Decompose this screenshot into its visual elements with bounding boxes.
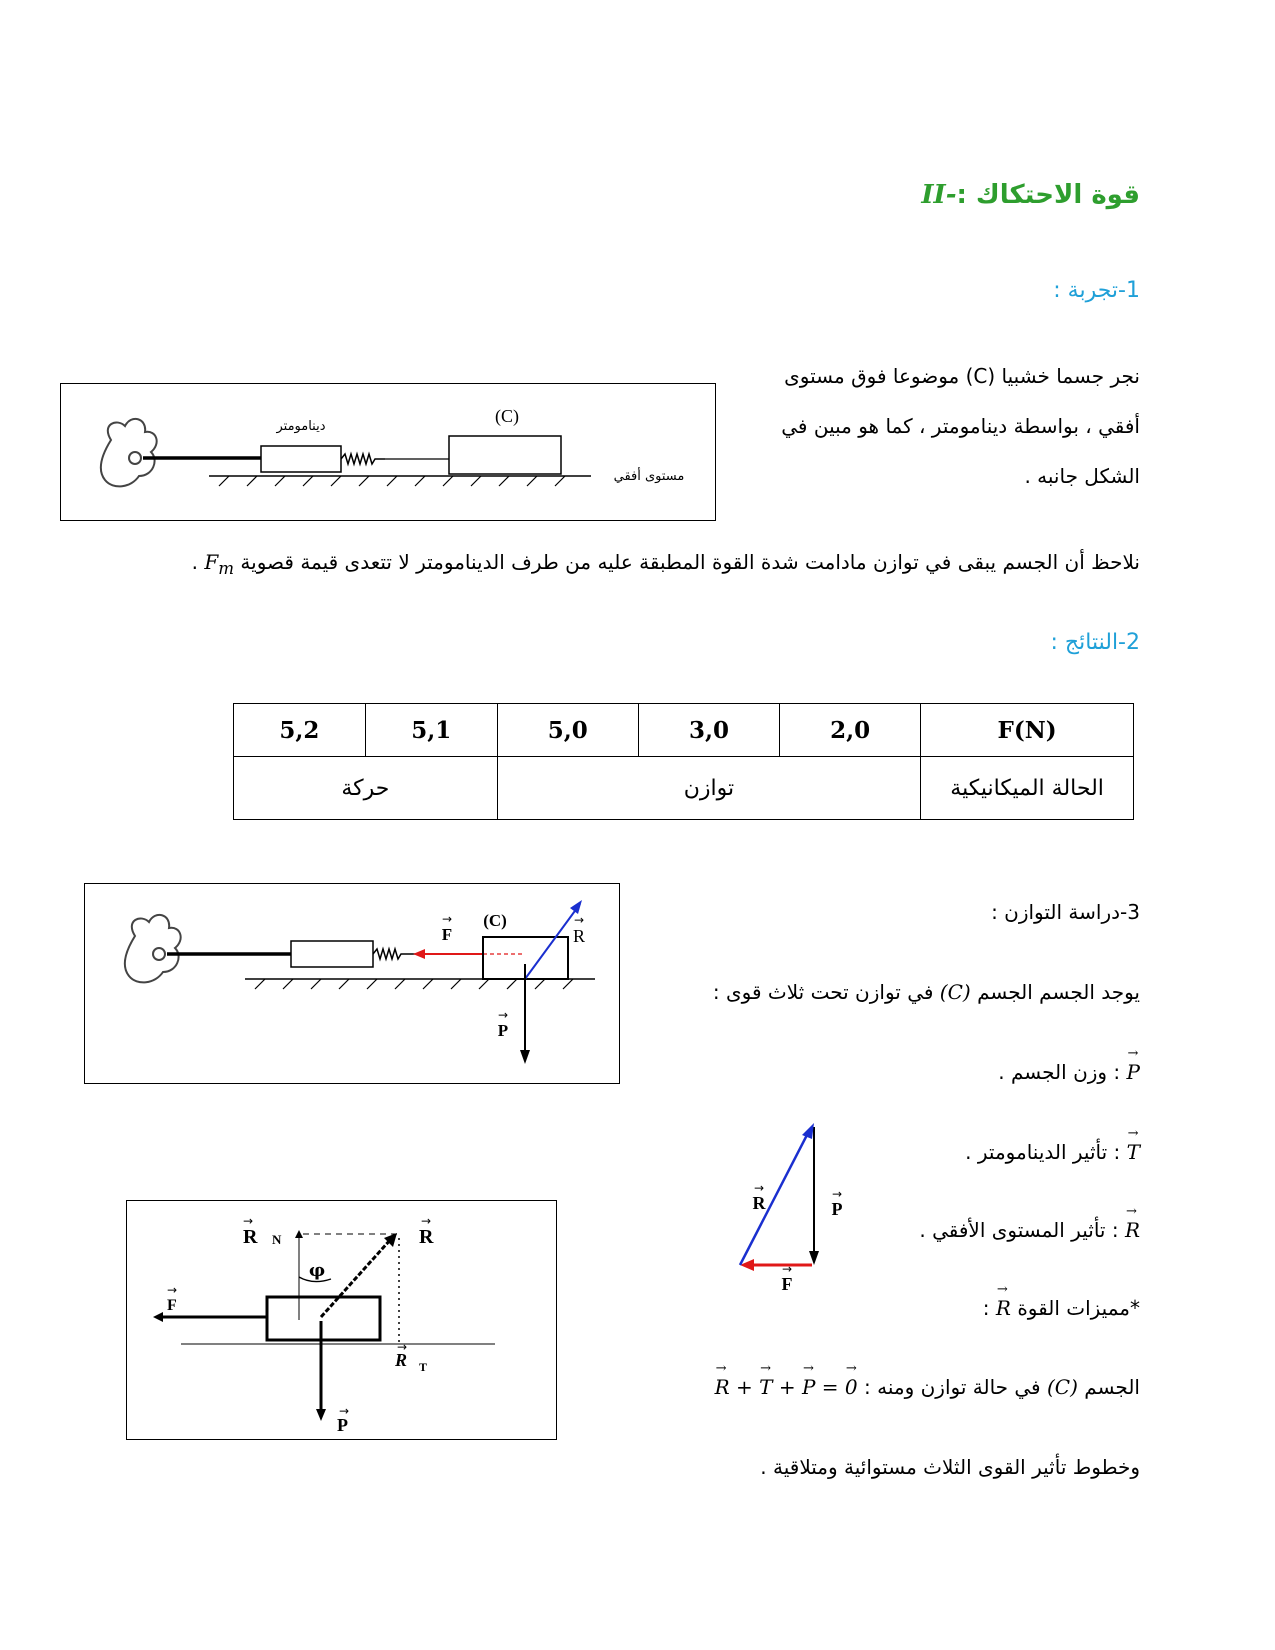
r-label-arrow: → (573, 913, 585, 927)
reaction-drawing (127, 1201, 556, 1439)
f-label-arrow: → (781, 1262, 793, 1276)
p-label-arrow: → (339, 1404, 350, 1418)
figure-forces (84, 883, 620, 1084)
f-label: F (441, 925, 453, 944)
force-r: → R : تأثير المستوى الأفقي . (919, 1218, 1140, 1242)
results-heading: 2-النتائج : (1050, 630, 1140, 655)
r-arrowhead (570, 900, 582, 914)
dynamometer-label: دينامومتر (276, 419, 326, 434)
equilibrium-heading: 3-دراسة التوازن : (991, 900, 1140, 924)
phi-label: φ (308, 1260, 326, 1281)
r-label: R (572, 926, 586, 946)
rt-label: R (395, 1350, 408, 1370)
r-label: R (419, 1226, 434, 1248)
f-arrowhead (413, 949, 425, 959)
f-label-arrow: → (441, 912, 453, 926)
triangle-drawing (722, 1115, 852, 1290)
state-equilibrium: توازن (497, 757, 921, 820)
body-c-label: (C) (483, 911, 507, 930)
surface-label: مستوى أفقي (613, 469, 685, 484)
rn-sub: N (272, 1232, 282, 1247)
experiment-line-1: نجر جسما خشبيا (C) موضوعا فوق مستوى (784, 364, 1140, 388)
p-label: P (337, 1415, 348, 1435)
force-t: → T : تأثير الدينامومتر . (965, 1140, 1140, 1164)
setup-drawing (61, 384, 715, 520)
table-header-force: F(N) (921, 704, 1134, 757)
body-c-label: (C) (495, 406, 519, 426)
r-label-arrow: → (753, 1181, 765, 1195)
experiment-line-2: أفقي ، بواسطة دينامومتر ، كما هو مبين في (781, 414, 1140, 438)
rn-label: R (243, 1226, 258, 1248)
state-motion: حركة (234, 757, 498, 820)
table-cell: 2,0 (780, 704, 921, 757)
rt-sub: T (419, 1360, 428, 1374)
figure-vector-triangle (722, 1115, 852, 1290)
table-header-state: الحالة الميكانيكية (921, 757, 1134, 820)
r-label-arrow: → (421, 1214, 432, 1228)
hand-icon (125, 915, 181, 983)
p-label: P (497, 1021, 509, 1040)
f-label: F (781, 1274, 793, 1290)
f-label-arrow: → (167, 1283, 178, 1297)
experiment-heading: 1-تجربة : (1053, 278, 1140, 303)
p-label: P (831, 1199, 843, 1219)
r-label: R (752, 1193, 766, 1213)
p-label-arrow: → (497, 1008, 509, 1022)
rn-label-arrow: → (243, 1214, 254, 1228)
table-cell: 5,2 (234, 704, 366, 757)
force-p: → P : وزن الجسم . (998, 1060, 1140, 1084)
table-cell: 5,1 (365, 704, 497, 757)
equilibrium-intro: يوجد الجسم الجسم (C) في توازن تحت ثلاث قوى : (712, 980, 1140, 1004)
experiment-line-3: الشكل جانبه . (1024, 464, 1140, 488)
figure-setup (60, 383, 716, 521)
characteristics: *مميزات القوة → R : (983, 1296, 1140, 1320)
f-label: F (167, 1297, 177, 1314)
table-cell: 3,0 (638, 704, 779, 757)
p-label-arrow: → (831, 1187, 843, 1201)
results-table (233, 703, 1134, 820)
section-title: قوة الاحتكاك :-II (921, 180, 1140, 210)
forces-drawing (85, 884, 619, 1083)
rt-label-arrow: → (397, 1340, 408, 1354)
table-cell: 5,0 (497, 704, 638, 757)
hand-icon (101, 419, 157, 487)
lines-of-action: وخطوط تأثير القوى الثلاث مستوائية ومتلاقية . (760, 1455, 1140, 1479)
figure-reaction (126, 1200, 557, 1440)
observation: نلاحظ أن الجسم يبقى في توازن مادامت شدة القوة المطبقة عليه من طرف الدينامومتر لا تتعدى قيمة قصوية $F_m$ . (191, 550, 1140, 578)
p-arrowhead (520, 1050, 530, 1064)
equilibrium-condition: الجسم (C) في حالة توازن ومنه : → R + → T + → P = → 0 (715, 1375, 1140, 1399)
table-row (234, 757, 1134, 820)
table-row (234, 704, 1134, 757)
